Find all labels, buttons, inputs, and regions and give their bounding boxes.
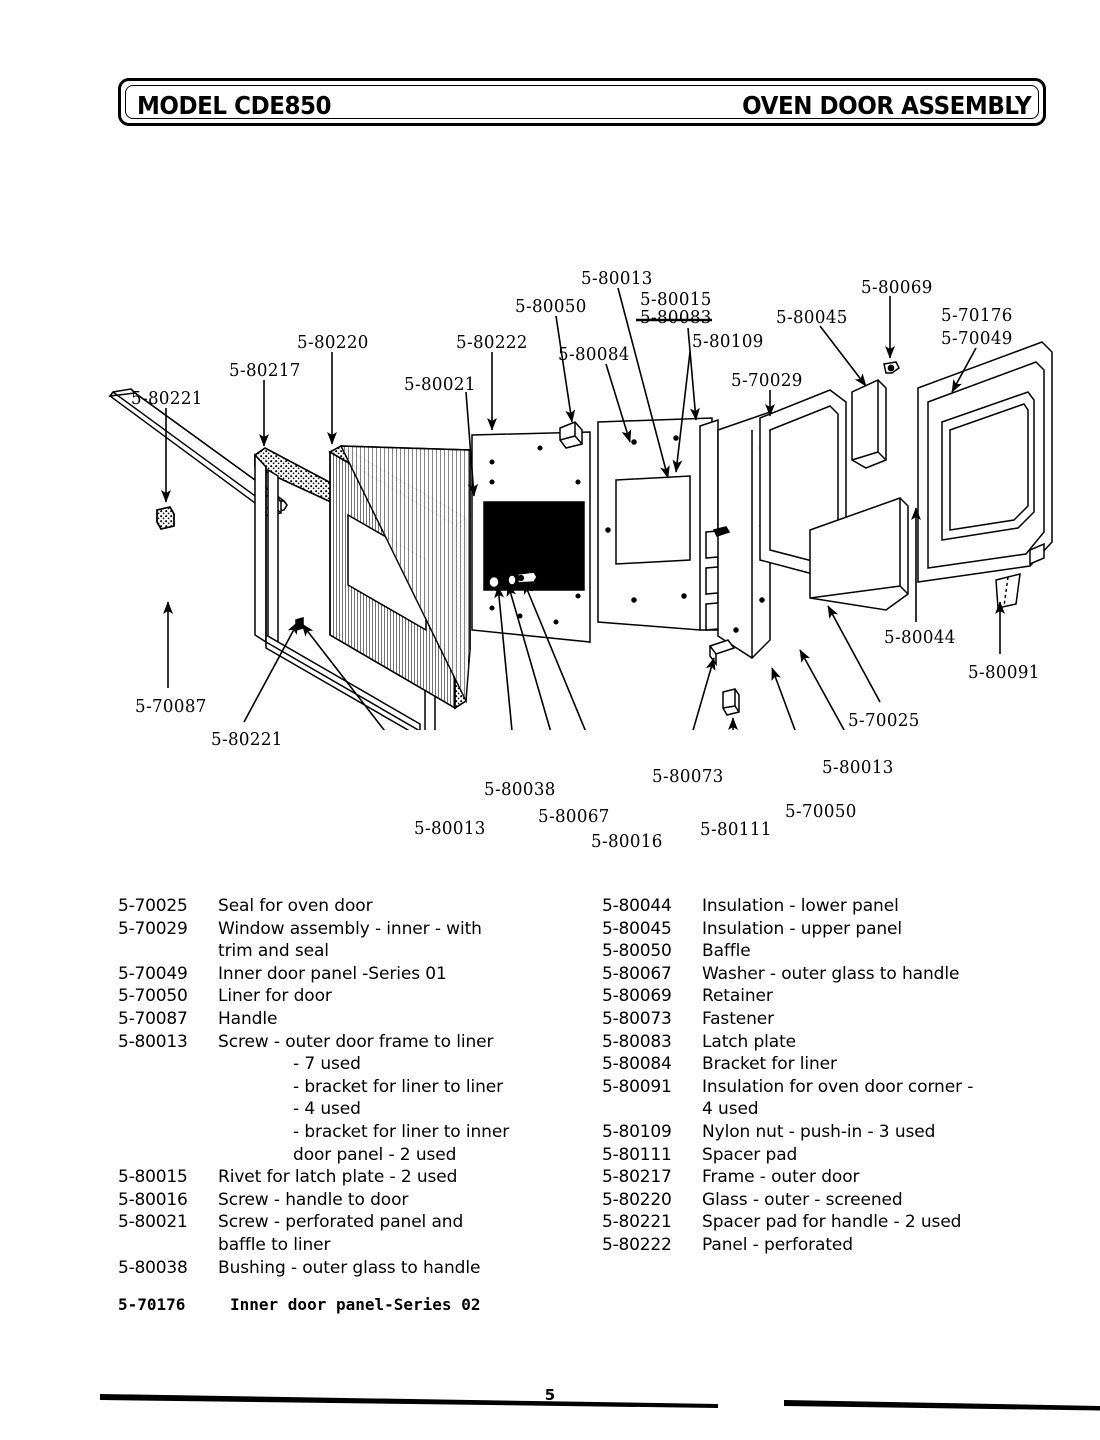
callout-5-80038: 5-80038 bbox=[484, 780, 556, 800]
parts-row bbox=[118, 1031, 588, 1054]
part-number: 5-70087 bbox=[118, 1008, 188, 1029]
part-description: Latch plate bbox=[702, 1031, 797, 1052]
part-spacer-pad-5-80111 bbox=[723, 689, 739, 715]
callout-5-80013-top: 5-80013 bbox=[581, 269, 653, 289]
parts-row bbox=[602, 1166, 1072, 1189]
part-description: Panel - perforated bbox=[702, 1234, 853, 1255]
part-description: Frame - outer door bbox=[702, 1167, 860, 1188]
part-description-continued: baffle to liner bbox=[218, 1234, 331, 1255]
part-spacer-pad-5-80221-upper bbox=[157, 507, 174, 529]
parts-row bbox=[602, 1144, 1072, 1167]
parts-row bbox=[602, 1211, 1072, 1234]
part-description: Insulation - lower panel bbox=[702, 896, 899, 916]
part-description-sub: - bracket for liner to inner bbox=[293, 1121, 510, 1142]
part-description-sub: - bracket for liner to liner bbox=[293, 1076, 504, 1097]
part-description: Screw - handle to door bbox=[218, 1189, 409, 1210]
callout-5-80044: 5-80044 bbox=[884, 628, 956, 648]
callout-5-70025: 5-70025 bbox=[848, 711, 920, 731]
callout-5-80109: 5-80109 bbox=[692, 332, 764, 352]
parts-row bbox=[602, 1121, 1072, 1144]
part-number: 5-80013 bbox=[118, 1031, 188, 1052]
part-number: 5-80021 bbox=[118, 1212, 188, 1233]
parts-row bbox=[602, 985, 1072, 1008]
part-description: Spacer pad bbox=[702, 1144, 798, 1165]
callout-5-80084: 5-80084 bbox=[558, 345, 630, 365]
callout-5-80091: 5-80091 bbox=[968, 663, 1040, 683]
part-number: 5-70049 bbox=[118, 963, 188, 984]
callout-5-70049: 5-70049 bbox=[941, 329, 1013, 349]
exploded-parts-diagram bbox=[0, 130, 1100, 852]
part-description: Bracket for liner bbox=[702, 1054, 837, 1075]
callout-5-80069: 5-80069 bbox=[861, 278, 933, 298]
series-02-note bbox=[118, 1295, 480, 1314]
parts-row bbox=[602, 1189, 1072, 1212]
parts-row bbox=[118, 1166, 588, 1189]
callout-5-80067: 5-80067 bbox=[538, 807, 610, 827]
callout-5-80083: 5-80083 bbox=[640, 308, 712, 328]
parts-row bbox=[602, 918, 1072, 941]
part-description: Glass - outer - screened bbox=[702, 1189, 903, 1210]
parts-list-left-column bbox=[118, 895, 588, 1279]
part-description: Insulation for oven door corner - bbox=[702, 1076, 974, 1097]
parts-row bbox=[118, 1008, 588, 1031]
callout-5-80016: 5-80016 bbox=[591, 832, 663, 852]
part-number: 5-80109 bbox=[602, 1121, 672, 1142]
part-number: 5-80111 bbox=[602, 1144, 672, 1165]
part-description-continued: trim and seal bbox=[218, 941, 329, 962]
page-number: 5 bbox=[544, 1386, 556, 1404]
parts-row bbox=[602, 1031, 1072, 1054]
assembly-title: OVEN DOOR ASSEMBLY bbox=[741, 91, 1031, 120]
callout-5-80015: 5-80015 bbox=[640, 290, 712, 310]
part-number: 5-80038 bbox=[118, 1257, 188, 1278]
parts-row bbox=[118, 985, 588, 1008]
part-number: 5-80069 bbox=[602, 986, 672, 1007]
part-description: Inner door panel -Series 01 bbox=[218, 963, 447, 984]
footer-rule-left bbox=[100, 1394, 718, 1408]
callout-5-80221: 5-80221 bbox=[131, 389, 203, 409]
part-description: Retainer bbox=[702, 986, 773, 1007]
series-02-part-number: 5-70176 bbox=[118, 1295, 186, 1314]
parts-row bbox=[118, 1257, 588, 1280]
parts-row bbox=[602, 940, 1072, 963]
part-number: 5-80084 bbox=[602, 1054, 672, 1075]
part-description: Screw - perforated panel and bbox=[218, 1212, 464, 1233]
callout-5-80013-right: 5-80013 bbox=[822, 758, 894, 778]
parts-row bbox=[118, 1189, 588, 1212]
title-bar bbox=[118, 78, 1046, 126]
part-number: 5-80221 bbox=[602, 1212, 672, 1233]
part-baffle-5-80050 bbox=[560, 422, 582, 448]
part-insulation-upper-5-80045 bbox=[852, 380, 886, 468]
page-footer bbox=[0, 1386, 1100, 1416]
callout-5-80050: 5-80050 bbox=[515, 297, 587, 317]
parts-row bbox=[602, 963, 1072, 986]
part-description: Bushing - outer glass to handle bbox=[218, 1257, 481, 1278]
part-number: 5-80016 bbox=[118, 1189, 188, 1210]
part-number: 5-80015 bbox=[118, 1167, 188, 1188]
part-perforated-panel-5-80222 bbox=[472, 432, 590, 642]
callout-5-80045: 5-80045 bbox=[776, 308, 848, 328]
part-number: 5-80044 bbox=[602, 896, 672, 916]
parts-row bbox=[602, 895, 1072, 918]
part-number: 5-70029 bbox=[118, 918, 188, 939]
part-number: 5-80091 bbox=[602, 1076, 672, 1097]
callout-5-80021: 5-80021 bbox=[404, 375, 476, 395]
part-number: 5-70025 bbox=[118, 896, 188, 916]
parts-row bbox=[118, 963, 588, 986]
callout-5-70029: 5-70029 bbox=[731, 371, 803, 391]
part-description: Screw - outer door frame to liner bbox=[218, 1031, 494, 1052]
part-number: 5-80073 bbox=[602, 1008, 672, 1029]
parts-row bbox=[118, 895, 588, 918]
callout-5-80013-bottom: 5-80013 bbox=[414, 819, 486, 839]
callout-5-70176: 5-70176 bbox=[941, 306, 1013, 326]
callout-5-80222: 5-80222 bbox=[456, 333, 528, 353]
part-number: 5-80083 bbox=[602, 1031, 672, 1052]
part-number: 5-80045 bbox=[602, 918, 672, 939]
parts-row bbox=[602, 1008, 1072, 1031]
callout-5-70087: 5-70087 bbox=[135, 697, 207, 717]
callout-5-70050: 5-70050 bbox=[785, 802, 857, 822]
part-outer-glass-5-80220 bbox=[330, 446, 470, 708]
part-description-sub: - 4 used bbox=[293, 1099, 361, 1120]
part-number: 5-80050 bbox=[602, 941, 672, 962]
part-description: Washer - outer glass to handle bbox=[702, 963, 960, 984]
part-description-continued: 4 used bbox=[702, 1099, 759, 1120]
footer-rule-right bbox=[784, 1400, 1100, 1412]
part-number: 5-80220 bbox=[602, 1189, 672, 1210]
part-number: 5-80217 bbox=[602, 1167, 672, 1188]
part-description: Seal for oven door bbox=[218, 896, 373, 916]
part-description: Fastener bbox=[702, 1008, 775, 1029]
part-description-sub: - 7 used bbox=[293, 1054, 361, 1075]
part-description: Liner for door bbox=[218, 986, 332, 1007]
parts-row bbox=[602, 1076, 1072, 1099]
parts-list-right-column bbox=[602, 895, 1072, 1257]
part-description-sub: door panel - 2 used bbox=[293, 1144, 457, 1165]
part-description: Rivet for latch plate - 2 used bbox=[218, 1167, 458, 1188]
part-retainer-5-80069 bbox=[884, 362, 899, 373]
part-description: Handle bbox=[218, 1008, 278, 1029]
part-number: 5-80222 bbox=[602, 1234, 672, 1255]
part-number: 5-80067 bbox=[602, 963, 672, 984]
callout-5-80073: 5-80073 bbox=[652, 767, 724, 787]
parts-row bbox=[118, 918, 588, 941]
callout-5-80220: 5-80220 bbox=[297, 333, 369, 353]
callout-5-80221-lower: 5-80221 bbox=[211, 730, 283, 750]
part-description: Window assembly - inner - with bbox=[218, 918, 482, 939]
part-description: Spacer pad for handle - 2 used bbox=[702, 1212, 962, 1233]
parts-row bbox=[602, 1053, 1072, 1076]
part-description: Nylon nut - push-in - 3 used bbox=[702, 1121, 936, 1142]
part-inner-door-panel-5-70049 bbox=[918, 342, 1052, 582]
part-description: Baffle bbox=[702, 941, 751, 962]
parts-row bbox=[602, 1234, 1072, 1257]
callout-5-80217: 5-80217 bbox=[229, 361, 301, 381]
model-title: MODEL CDE850 bbox=[137, 91, 332, 120]
part-number: 5-70050 bbox=[118, 986, 188, 1007]
series-02-description: Inner door panel-Series 02 bbox=[230, 1295, 481, 1314]
parts-row bbox=[118, 1211, 588, 1234]
callout-5-80111: 5-80111 bbox=[700, 820, 772, 840]
part-description: Insulation - upper panel bbox=[702, 918, 903, 939]
